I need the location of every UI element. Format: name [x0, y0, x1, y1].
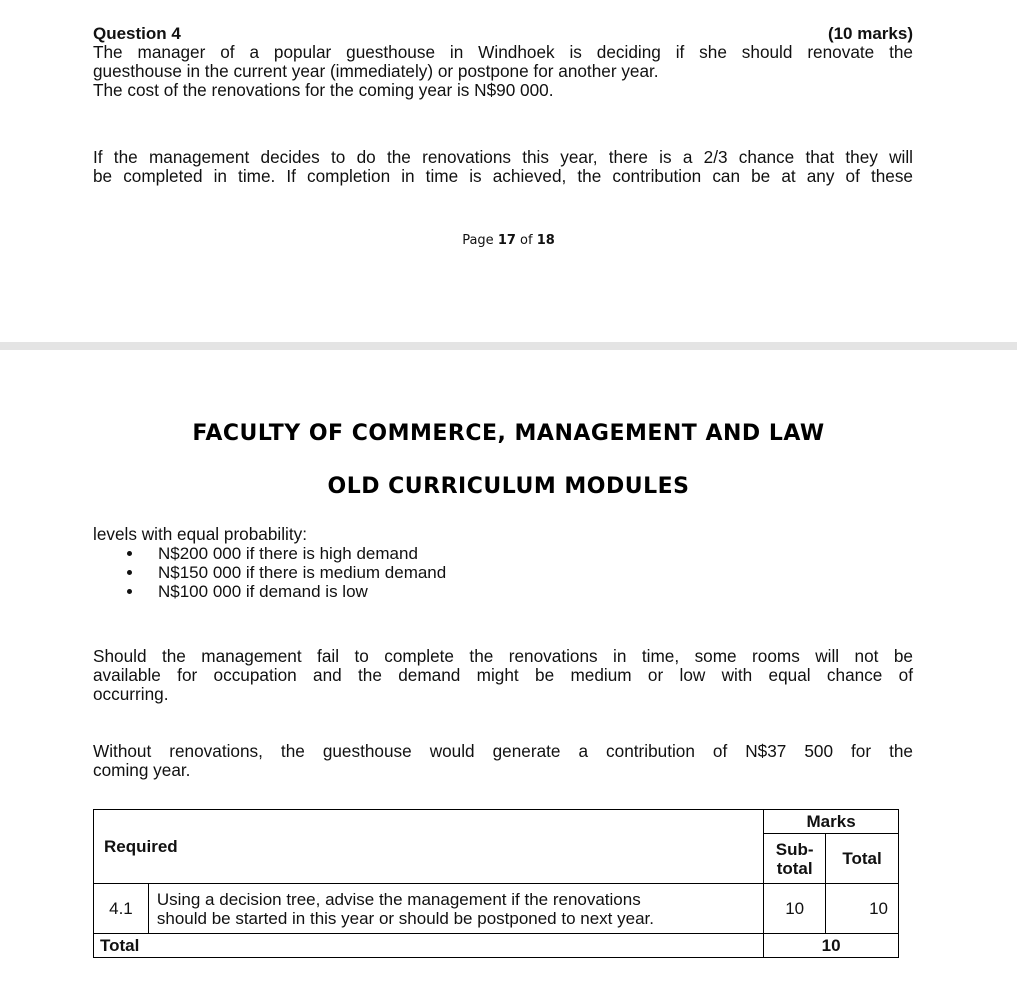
marks-header: Marks [764, 810, 899, 834]
intro-line: The manager of a popular guesthouse in Windhoek is deciding if she should renovate the [93, 42, 913, 62]
row-requirement: Using a decision tree, advise the management if the renovations should be started in this year or should be postponed to next year. [148, 884, 763, 934]
contribution-list [93, 544, 913, 601]
row-number: 4.1 [94, 884, 149, 934]
page-separator [0, 342, 1017, 350]
without-line: Without renovations, the guesthouse would generate a contribution of N$37 500 for the [93, 741, 913, 761]
question-marks: (10 marks) [827, 24, 913, 43]
without-paragraph [93, 742, 913, 780]
page-number: Page 17 of 18 [462, 233, 555, 248]
cost-line: The cost of the renovations for the coming year is N$90 000. [93, 80, 554, 100]
subtotal-header: Sub- total [764, 834, 826, 884]
para2-line: If the management decides to do the renovations this year, there is a 2/3 chance that they will [93, 147, 913, 167]
levels-line: levels with equal probability: [93, 524, 308, 544]
total-header: Total [826, 834, 899, 884]
curriculum-heading: OLD CURRICULUM MODULES [327, 474, 690, 499]
current-page: 17 [497, 233, 516, 248]
required-table [93, 809, 899, 958]
required-header: Required [94, 810, 764, 884]
list-item: N$100 000 if demand is low [93, 582, 913, 601]
table-row [94, 810, 899, 834]
footer-total-label: Total [94, 934, 764, 958]
question-paragraph-2 [93, 148, 913, 186]
fail-line: occurring. [93, 684, 169, 704]
page-17 [0, 0, 1017, 342]
footer-total-value: 10 [764, 934, 899, 958]
question-heading [93, 24, 913, 43]
question-intro [93, 43, 913, 100]
row-subtotal: 10 [764, 884, 826, 934]
fail-paragraph [93, 647, 913, 704]
faculty-heading: FACULTY OF COMMERCE, MANAGEMENT AND LAW [192, 421, 825, 446]
total-pages: 18 [536, 233, 555, 248]
table-row [94, 934, 899, 958]
intro-line: guesthouse in the current year (immediately) or postpone for another year. [93, 61, 659, 81]
fail-line: Should the management fail to complete the renovations in time, some rooms will not be [93, 646, 913, 666]
table-row [94, 884, 899, 934]
fail-line: available for occupation and the demand might be medium or low with equal chance of [93, 665, 913, 685]
row-total: 10 [826, 884, 899, 934]
without-line: coming year. [93, 760, 191, 780]
para2-line: be completed in time. If completion in time is achieved, the contribution can be at any of these [93, 166, 913, 186]
question-title: Question 4 [93, 24, 181, 43]
list-item: N$200 000 if there is high demand [93, 544, 913, 563]
list-item: N$150 000 if there is medium demand [93, 563, 913, 582]
levels-block [93, 525, 913, 601]
